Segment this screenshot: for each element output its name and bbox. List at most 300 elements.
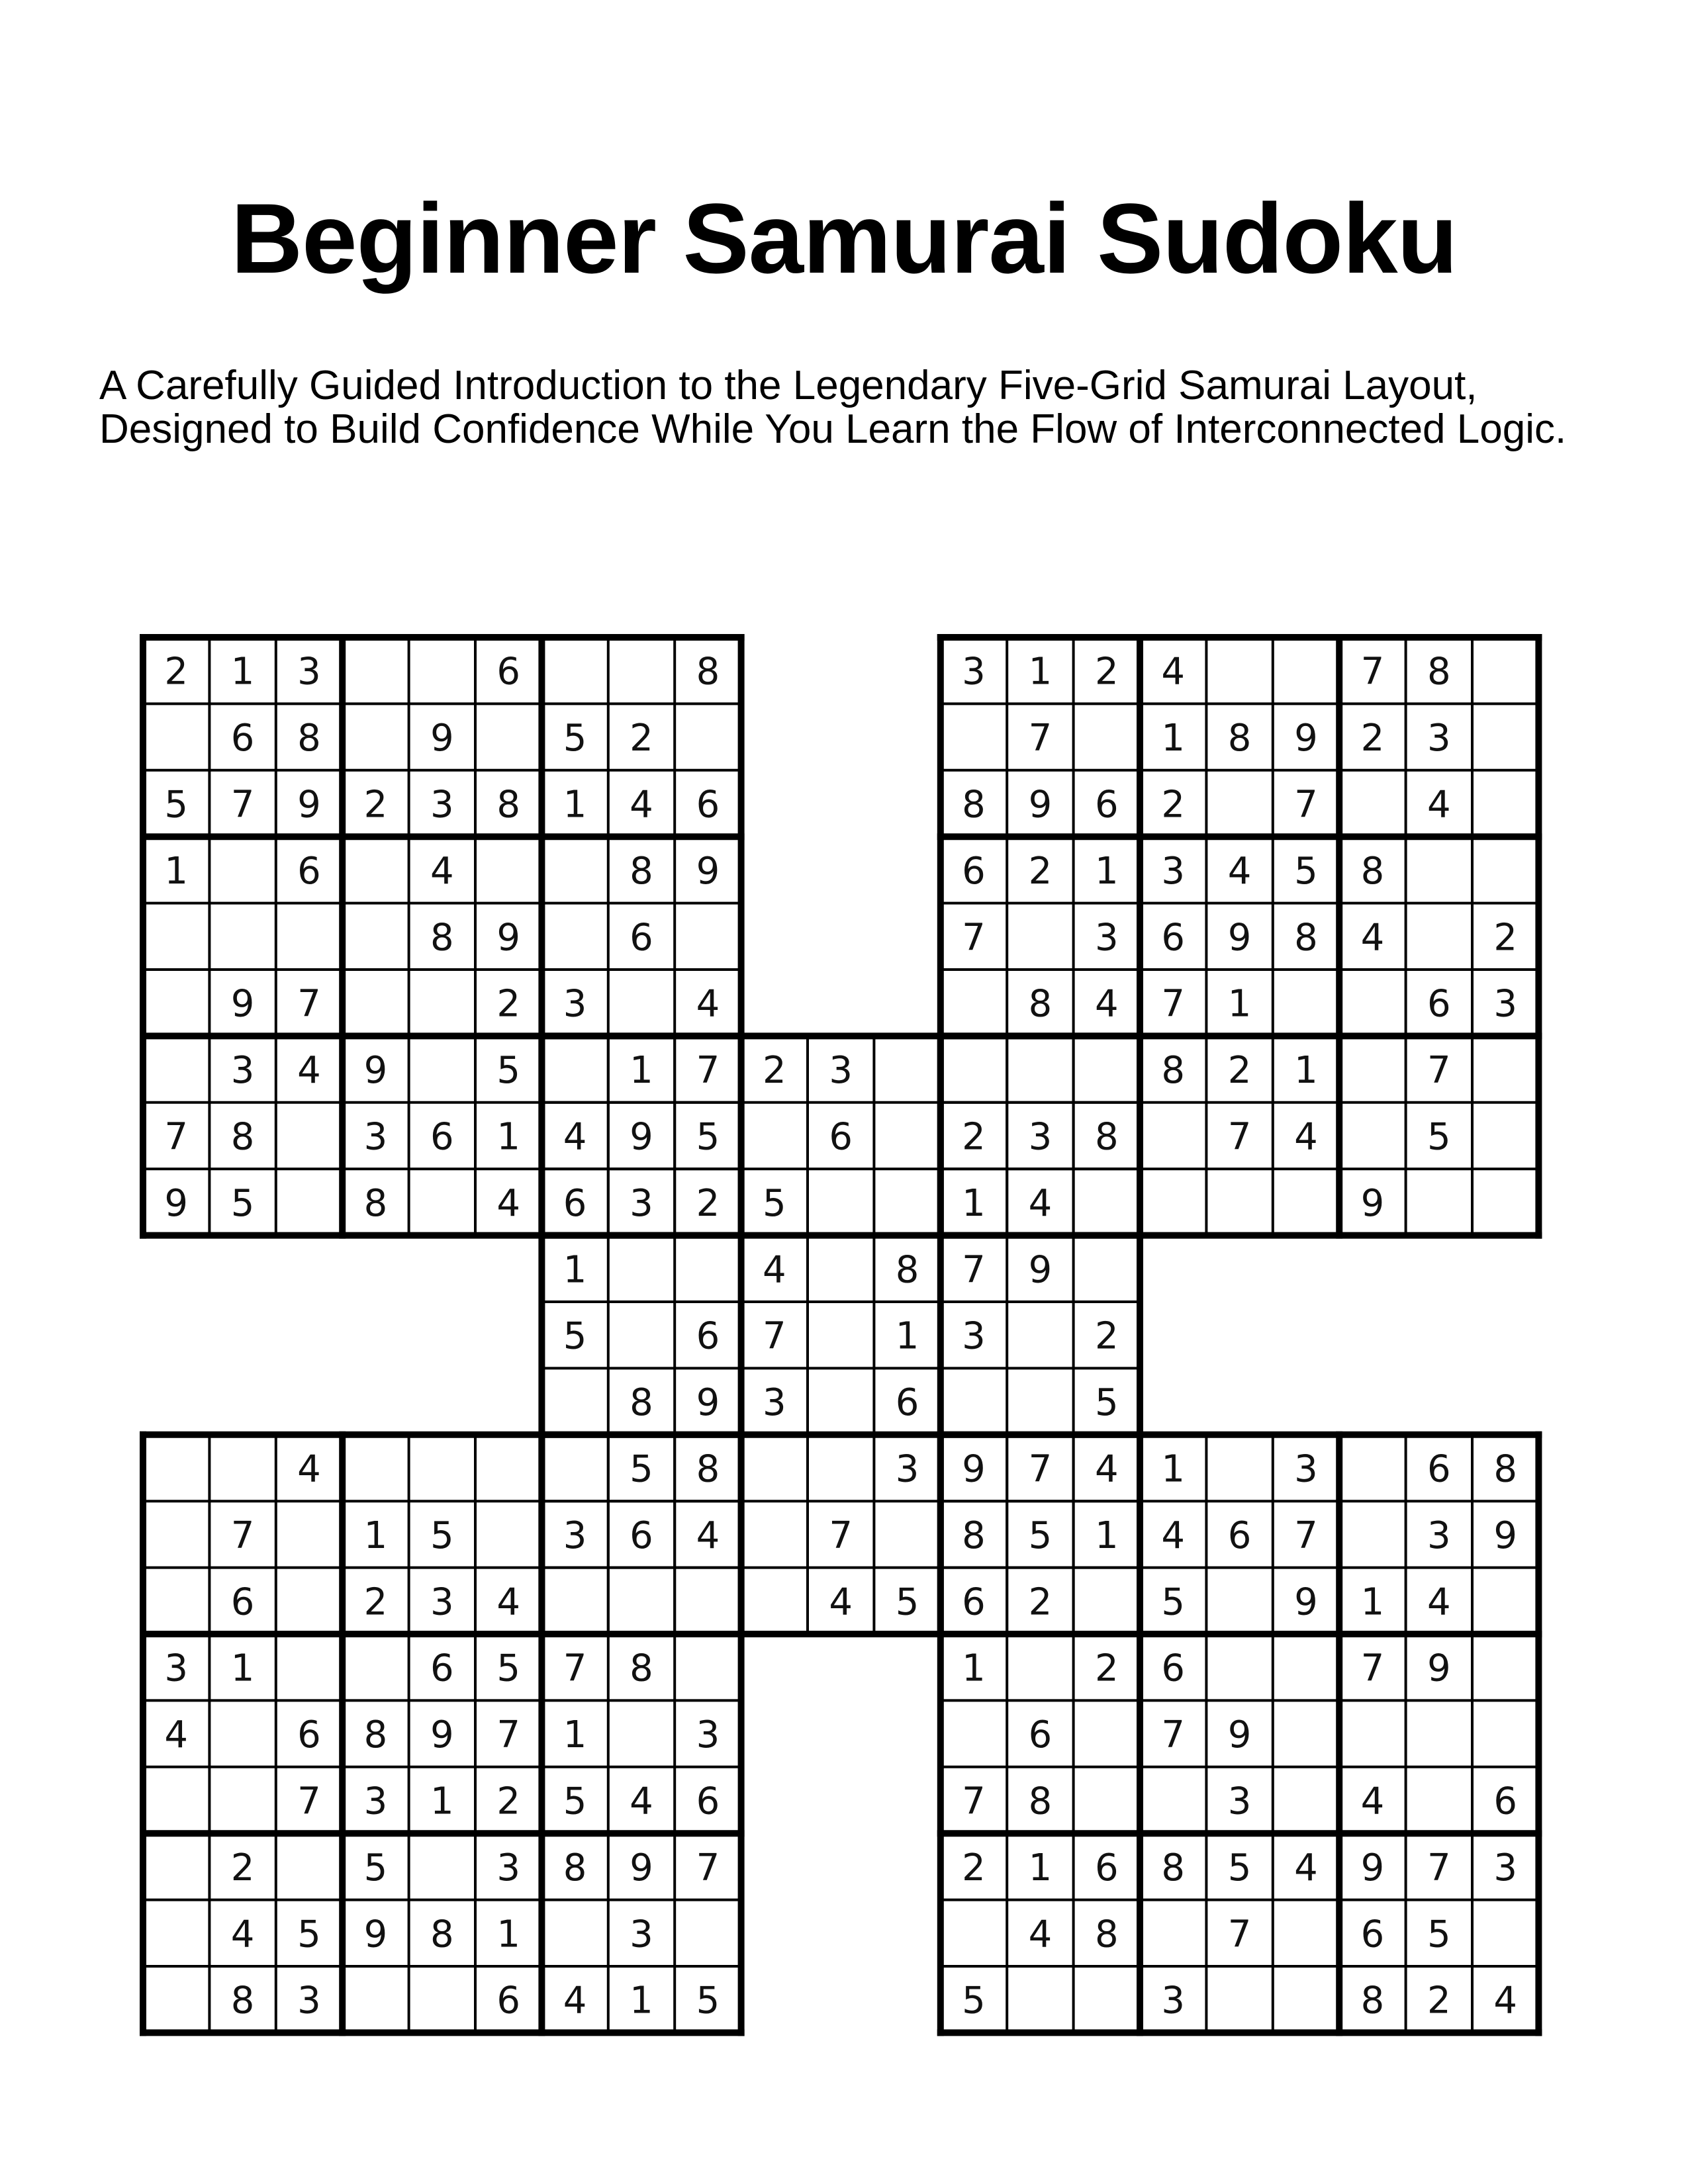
sudoku-cell[interactable]: [1339, 1435, 1405, 1501]
given-digit: 7: [962, 1780, 986, 1823]
sudoku-cell[interactable]: [276, 903, 342, 970]
cells-layer: [143, 637, 1538, 2032]
given-digit: 4: [1028, 1913, 1053, 1956]
given-digit: 7: [1227, 1115, 1252, 1159]
sudoku-cell[interactable]: [1472, 1900, 1538, 1966]
sudoku-cell[interactable]: [1074, 1966, 1140, 2032]
sudoku-cell[interactable]: [1007, 903, 1073, 970]
sudoku-cell[interactable]: [1206, 1966, 1272, 2032]
given-digit: 3: [1427, 1514, 1451, 1557]
given-digit: 3: [1028, 1115, 1053, 1159]
sudoku-cell[interactable]: [1406, 1169, 1472, 1235]
given-digit: 1: [563, 783, 587, 827]
sudoku-cell[interactable]: [874, 1036, 940, 1102]
given-digit: 2: [696, 1181, 720, 1225]
sudoku-cell[interactable]: [143, 970, 209, 1036]
given-digit: 5: [563, 1780, 587, 1823]
given-digit: 1: [363, 1514, 388, 1557]
sudoku-cell[interactable]: [475, 837, 541, 903]
sudoku-cell[interactable]: [1406, 1767, 1472, 1833]
given-digit: 3: [1427, 717, 1451, 760]
sudoku-cell[interactable]: [1007, 1036, 1073, 1102]
sudoku-cell[interactable]: [608, 1236, 675, 1302]
given-digit: 9: [297, 783, 321, 827]
given-digit: 7: [297, 982, 321, 1026]
given-digit: 7: [563, 1647, 587, 1690]
given-digit: 4: [696, 982, 720, 1026]
sudoku-cell[interactable]: [1339, 770, 1405, 837]
sudoku-cell[interactable]: [276, 1568, 342, 1634]
sudoku-cell[interactable]: [1007, 1634, 1073, 1700]
given-digit: 1: [1161, 717, 1186, 760]
given-digit: 5: [363, 1846, 388, 1889]
sudoku-cell[interactable]: [874, 1501, 940, 1567]
given-digit: 6: [895, 1381, 919, 1425]
sudoku-cell[interactable]: [1074, 1036, 1140, 1102]
given-digit: 3: [1094, 916, 1119, 960]
sudoku-cell[interactable]: [1339, 970, 1405, 1036]
given-digit: 8: [1360, 1979, 1385, 2023]
sudoku-cell[interactable]: [808, 1302, 874, 1368]
sudoku-cell[interactable]: [675, 1568, 741, 1634]
sudoku-cell[interactable]: [409, 637, 475, 704]
given-digit: 8: [630, 849, 653, 893]
sudoku-cell[interactable]: [209, 837, 275, 903]
given-digit: 1: [630, 1979, 653, 2023]
given-digit: 7: [1360, 650, 1385, 694]
sudoku-cell[interactable]: [941, 1368, 1007, 1434]
given-digit: 3: [1493, 1846, 1518, 1889]
given-digit: 6: [1427, 982, 1451, 1026]
given-digit: 6: [1161, 916, 1186, 960]
sudoku-cell[interactable]: [941, 704, 1007, 770]
sudoku-cell[interactable]: [541, 1900, 608, 1966]
sudoku-cell[interactable]: [1472, 770, 1538, 837]
given-digit: 8: [696, 650, 720, 694]
given-digit: 1: [563, 1713, 587, 1757]
sudoku-cell[interactable]: [1472, 704, 1538, 770]
sudoku-cell[interactable]: [1339, 1501, 1405, 1567]
sudoku-cell[interactable]: [941, 1900, 1007, 1966]
sudoku-cell[interactable]: [1472, 837, 1538, 903]
given-digit: 4: [164, 1713, 189, 1757]
sudoku-cell[interactable]: [1074, 1700, 1140, 1766]
sudoku-cell[interactable]: [1074, 1236, 1140, 1302]
given-digit: 8: [962, 783, 986, 827]
given-digit: 9: [363, 1913, 388, 1956]
given-digit: 4: [1360, 916, 1385, 960]
given-digit: 9: [430, 1713, 454, 1757]
given-digit: 9: [696, 1381, 720, 1425]
sudoku-cell[interactable]: [342, 1634, 408, 1700]
sudoku-cell[interactable]: [409, 1966, 475, 2032]
given-digit: 5: [1227, 1846, 1252, 1889]
given-digit: 6: [496, 650, 521, 694]
given-digit: 6: [1094, 1846, 1119, 1889]
given-digit: 6: [563, 1181, 587, 1225]
sudoku-cell[interactable]: [342, 704, 408, 770]
sudoku-cell[interactable]: [209, 903, 275, 970]
sudoku-cell[interactable]: [342, 1435, 408, 1501]
sudoku-cell[interactable]: [342, 637, 408, 704]
given-digit: 5: [696, 1979, 720, 2023]
given-digit: 6: [1028, 1713, 1053, 1757]
sudoku-cell[interactable]: [1074, 1169, 1140, 1235]
given-digit: 1: [1028, 650, 1053, 694]
given-digit: 4: [1294, 1115, 1318, 1159]
given-digit: 8: [1094, 1115, 1119, 1159]
sudoku-cell[interactable]: [276, 1103, 342, 1169]
sudoku-cell[interactable]: [342, 837, 408, 903]
given-digit: 8: [1360, 849, 1385, 893]
sudoku-cell[interactable]: [143, 1036, 209, 1102]
sudoku-cell[interactable]: [143, 1966, 209, 2032]
sudoku-cell[interactable]: [1007, 1302, 1073, 1368]
given-digit: 9: [430, 717, 454, 760]
given-digit: 6: [297, 849, 321, 893]
given-digit: 7: [297, 1780, 321, 1823]
given-digit: 7: [696, 1846, 720, 1889]
sudoku-cell[interactable]: [1140, 1103, 1206, 1169]
sudoku-cell[interactable]: [1273, 637, 1339, 704]
given-digit: 6: [430, 1647, 454, 1690]
sudoku-cell[interactable]: [874, 1103, 940, 1169]
given-digit: 2: [230, 1846, 255, 1889]
given-digit: 7: [1427, 1846, 1451, 1889]
sudoku-cell[interactable]: [541, 637, 608, 704]
sudoku-cell[interactable]: [808, 1236, 874, 1302]
given-digit: 1: [1094, 849, 1119, 893]
sudoku-cell[interactable]: [1472, 1169, 1538, 1235]
given-digit: 4: [1094, 1447, 1119, 1491]
given-digit: 3: [630, 1181, 653, 1225]
sudoku-cell[interactable]: [276, 1634, 342, 1700]
given-digit: 2: [363, 783, 388, 827]
given-digit: 4: [1161, 650, 1186, 694]
sudoku-cell[interactable]: [541, 903, 608, 970]
sudoku-cell[interactable]: [475, 1435, 541, 1501]
sudoku-cell[interactable]: [342, 970, 408, 1036]
given-digit: 6: [696, 1780, 720, 1823]
sudoku-cell[interactable]: [276, 1501, 342, 1567]
given-digit: 6: [829, 1115, 853, 1159]
given-digit: 8: [1227, 717, 1252, 760]
given-digit: 3: [363, 1780, 388, 1823]
sudoku-cell[interactable]: [608, 637, 675, 704]
sudoku-cell[interactable]: [741, 1103, 808, 1169]
given-digit: 9: [1028, 783, 1053, 827]
given-digit: 1: [1161, 1447, 1186, 1491]
given-digit: 7: [1227, 1913, 1252, 1956]
given-digit: 7: [762, 1314, 786, 1358]
sudoku-cell[interactable]: [675, 1900, 741, 1966]
sudoku-cell[interactable]: [541, 1368, 608, 1434]
given-digit: 2: [1094, 1314, 1119, 1358]
given-digit: 3: [696, 1713, 720, 1757]
given-digit: 5: [696, 1115, 720, 1159]
given-digit: 6: [962, 1580, 986, 1624]
sudoku-cell[interactable]: [1472, 1634, 1538, 1700]
sudoku-cell[interactable]: [1406, 903, 1472, 970]
sudoku-cell[interactable]: [1273, 1900, 1339, 1966]
given-digit: 2: [164, 650, 189, 694]
given-digit: 5: [762, 1181, 786, 1225]
given-digit: 7: [829, 1514, 853, 1557]
given-digit: 8: [363, 1713, 388, 1757]
given-digit: 1: [496, 1913, 521, 1956]
sudoku-cell[interactable]: [276, 1169, 342, 1235]
sudoku-cell[interactable]: [1206, 770, 1272, 837]
given-digit: 7: [962, 1248, 986, 1292]
given-digit: 4: [297, 1049, 321, 1093]
sudoku-cell[interactable]: [1206, 637, 1272, 704]
given-digit: 9: [696, 849, 720, 893]
given-digit: 8: [895, 1248, 919, 1292]
given-digit: 8: [1161, 1049, 1186, 1093]
sudoku-cell[interactable]: [409, 1435, 475, 1501]
given-digit: 3: [630, 1913, 653, 1956]
sudoku-cell[interactable]: [409, 1833, 475, 1899]
given-digit: 3: [829, 1049, 853, 1093]
page-subtitle: A Carefully Guided Introduction to the Legendary Five-Grid Samurai Layout, Designed to Build Confidence While You Learn the Flow of Interconnected Logic.: [99, 363, 1567, 452]
sudoku-cell[interactable]: [1206, 1435, 1272, 1501]
given-digit: 5: [1028, 1514, 1053, 1557]
sudoku-cell[interactable]: [209, 1435, 275, 1501]
sudoku-cell[interactable]: [675, 1634, 741, 1700]
sudoku-cell[interactable]: [209, 1767, 275, 1833]
sudoku-cell[interactable]: [143, 1767, 209, 1833]
given-digit: 7: [230, 1514, 255, 1557]
sudoku-cell[interactable]: [608, 1700, 675, 1766]
sudoku-cell[interactable]: [941, 1700, 1007, 1766]
sudoku-cell[interactable]: [1273, 970, 1339, 1036]
sudoku-cell[interactable]: [1140, 1767, 1206, 1833]
given-digit: 8: [1161, 1846, 1186, 1889]
sudoku-cell[interactable]: [608, 970, 675, 1036]
given-digit: 6: [962, 849, 986, 893]
sudoku-cell[interactable]: [808, 1169, 874, 1235]
given-digit: 3: [164, 1647, 189, 1690]
given-digit: 8: [1493, 1447, 1518, 1491]
given-digit: 3: [895, 1447, 919, 1491]
sudoku-cell[interactable]: [1206, 1169, 1272, 1235]
given-digit: 9: [630, 1846, 653, 1889]
given-digit: 9: [230, 982, 255, 1026]
given-digit: 7: [1028, 1447, 1053, 1491]
given-digit: 4: [630, 783, 653, 827]
sudoku-cell[interactable]: [608, 1302, 675, 1368]
sudoku-cell[interactable]: [1273, 1767, 1339, 1833]
sudoku-cell[interactable]: [1140, 1900, 1206, 1966]
sudoku-cell[interactable]: [541, 837, 608, 903]
sudoku-cell[interactable]: [143, 1900, 209, 1966]
given-digit: 6: [696, 1314, 720, 1358]
given-digit: 5: [297, 1913, 321, 1956]
given-digit: 2: [1094, 650, 1119, 694]
sudoku-cell[interactable]: [1074, 704, 1140, 770]
given-digit: 3: [230, 1049, 255, 1093]
given-digit: 6: [430, 1115, 454, 1159]
sudoku-cell[interactable]: [143, 1833, 209, 1899]
given-digit: 6: [696, 783, 720, 827]
sudoku-cell[interactable]: [1007, 1966, 1073, 2032]
sudoku-cell[interactable]: [1406, 837, 1472, 903]
given-digit: 4: [1161, 1514, 1186, 1557]
sudoku-cell[interactable]: [143, 704, 209, 770]
given-digit: 6: [1493, 1780, 1518, 1823]
given-digit: 2: [962, 1846, 986, 1889]
sudoku-cell[interactable]: [276, 1833, 342, 1899]
given-digit: 3: [297, 1979, 321, 2023]
given-digit: 5: [1094, 1381, 1119, 1425]
sudoku-cell[interactable]: [608, 1568, 675, 1634]
sudoku-cell[interactable]: [475, 704, 541, 770]
given-digit: 3: [1227, 1780, 1252, 1823]
given-digit: 4: [829, 1580, 853, 1624]
given-digit: 3: [1161, 1979, 1186, 2023]
given-digit: 4: [1427, 783, 1451, 827]
sudoku-cell[interactable]: [143, 1501, 209, 1567]
sudoku-cell[interactable]: [808, 1368, 874, 1434]
sudoku-cell[interactable]: [941, 970, 1007, 1036]
sudoku-cell[interactable]: [541, 1036, 608, 1102]
given-digit: 4: [1360, 1780, 1385, 1823]
given-digit: 8: [430, 1913, 454, 1956]
given-digit: 1: [230, 650, 255, 694]
given-digit: 7: [1028, 717, 1053, 760]
given-digit: 1: [230, 1647, 255, 1690]
given-digit: 8: [363, 1181, 388, 1225]
sudoku-cell[interactable]: [342, 1966, 408, 2032]
given-digit: 7: [696, 1049, 720, 1093]
sudoku-cell[interactable]: [1074, 1568, 1140, 1634]
sudoku-cell[interactable]: [143, 1435, 209, 1501]
given-digit: 9: [1493, 1514, 1518, 1557]
given-digit: 1: [1360, 1580, 1385, 1624]
given-digit: 1: [164, 849, 189, 893]
given-digit: 4: [1427, 1580, 1451, 1624]
sudoku-cell[interactable]: [475, 1501, 541, 1567]
sudoku-cell[interactable]: [1472, 1700, 1538, 1766]
sudoku-cell[interactable]: [1472, 1036, 1538, 1102]
sudoku-cell[interactable]: [675, 704, 741, 770]
sudoku-cell[interactable]: [409, 1169, 475, 1235]
given-digit: 8: [630, 1381, 653, 1425]
given-digit: 4: [563, 1115, 587, 1159]
sudoku-cell[interactable]: [675, 1236, 741, 1302]
sudoku-cell[interactable]: [1273, 1169, 1339, 1235]
given-digit: 2: [630, 717, 653, 760]
given-digit: 8: [496, 783, 521, 827]
sudoku-cell[interactable]: [1339, 1036, 1405, 1102]
sudoku-cell[interactable]: [1007, 1368, 1073, 1434]
given-digit: 8: [1028, 1780, 1053, 1823]
sudoku-cell[interactable]: [1406, 1700, 1472, 1766]
given-digit: 6: [630, 916, 653, 960]
sudoku-cell[interactable]: [675, 903, 741, 970]
sudoku-cell[interactable]: [1140, 1169, 1206, 1235]
given-digit: 8: [630, 1647, 653, 1690]
given-digit: 6: [1427, 1447, 1451, 1491]
given-digit: 2: [762, 1049, 786, 1093]
given-digit: 2: [1493, 916, 1518, 960]
sudoku-cell[interactable]: [874, 1169, 940, 1235]
sudoku-cell[interactable]: [1206, 1634, 1272, 1700]
given-digit: 5: [164, 783, 189, 827]
given-digit: 3: [1161, 849, 1186, 893]
given-digit: 5: [1427, 1115, 1451, 1159]
sudoku-cell[interactable]: [209, 1700, 275, 1766]
sudoku-cell[interactable]: [409, 970, 475, 1036]
sudoku-cell[interactable]: [1339, 1700, 1405, 1766]
sudoku-cell[interactable]: [143, 903, 209, 970]
given-digit: 5: [1161, 1580, 1186, 1624]
given-digit: 4: [1094, 982, 1119, 1026]
sudoku-cell[interactable]: [342, 903, 408, 970]
sudoku-cell[interactable]: [1472, 637, 1538, 704]
given-digit: 3: [563, 982, 587, 1026]
sudoku-cell[interactable]: [1339, 1103, 1405, 1169]
given-digit: 9: [1360, 1846, 1385, 1889]
given-digit: 1: [1094, 1514, 1119, 1557]
given-digit: 9: [496, 916, 521, 960]
sudoku-cell[interactable]: [741, 1501, 808, 1567]
sudoku-cell[interactable]: [1273, 1966, 1339, 2032]
sudoku-cell[interactable]: [1472, 1568, 1538, 1634]
sudoku-cell[interactable]: [808, 1435, 874, 1501]
given-digit: 5: [230, 1181, 255, 1225]
given-digit: 2: [1427, 1979, 1451, 2023]
sudoku-cell[interactable]: [741, 1568, 808, 1634]
given-digit: 9: [630, 1115, 653, 1159]
sudoku-cell[interactable]: [409, 1036, 475, 1102]
given-digit: 7: [1161, 982, 1186, 1026]
sudoku-cell[interactable]: [1273, 1700, 1339, 1766]
given-digit: 5: [496, 1647, 521, 1690]
sudoku-cell[interactable]: [741, 1435, 808, 1501]
given-digit: 8: [430, 916, 454, 960]
sudoku-cell[interactable]: [143, 1568, 209, 1634]
given-digit: 2: [1028, 849, 1053, 893]
given-digit: 9: [1427, 1647, 1451, 1690]
given-digit: 3: [496, 1846, 521, 1889]
given-digit: 4: [630, 1780, 653, 1823]
given-digit: 5: [563, 717, 587, 760]
given-digit: 1: [563, 1248, 587, 1292]
given-digit: 9: [363, 1049, 388, 1093]
given-digit: 4: [1493, 1979, 1518, 2023]
given-digit: 6: [1161, 1647, 1186, 1690]
sudoku-cell[interactable]: [1206, 1568, 1272, 1634]
sudoku-cell[interactable]: [541, 1435, 608, 1501]
given-digit: 4: [297, 1447, 321, 1491]
given-digit: 7: [496, 1713, 521, 1757]
given-digit: 8: [1028, 982, 1053, 1026]
sudoku-cell[interactable]: [1472, 1103, 1538, 1169]
given-digit: 8: [230, 1115, 255, 1159]
sudoku-cell[interactable]: [541, 1568, 608, 1634]
sudoku-cell[interactable]: [1074, 1767, 1140, 1833]
sudoku-cell[interactable]: [941, 1036, 1007, 1102]
given-digit: 1: [496, 1115, 521, 1159]
given-digit: 6: [630, 1514, 653, 1557]
given-digit: 4: [1227, 849, 1252, 893]
given-digit: 2: [496, 1780, 521, 1823]
given-digit: 8: [962, 1514, 986, 1557]
given-digit: 2: [962, 1115, 986, 1159]
given-digit: 7: [1294, 783, 1318, 827]
sudoku-cell[interactable]: [1273, 1634, 1339, 1700]
